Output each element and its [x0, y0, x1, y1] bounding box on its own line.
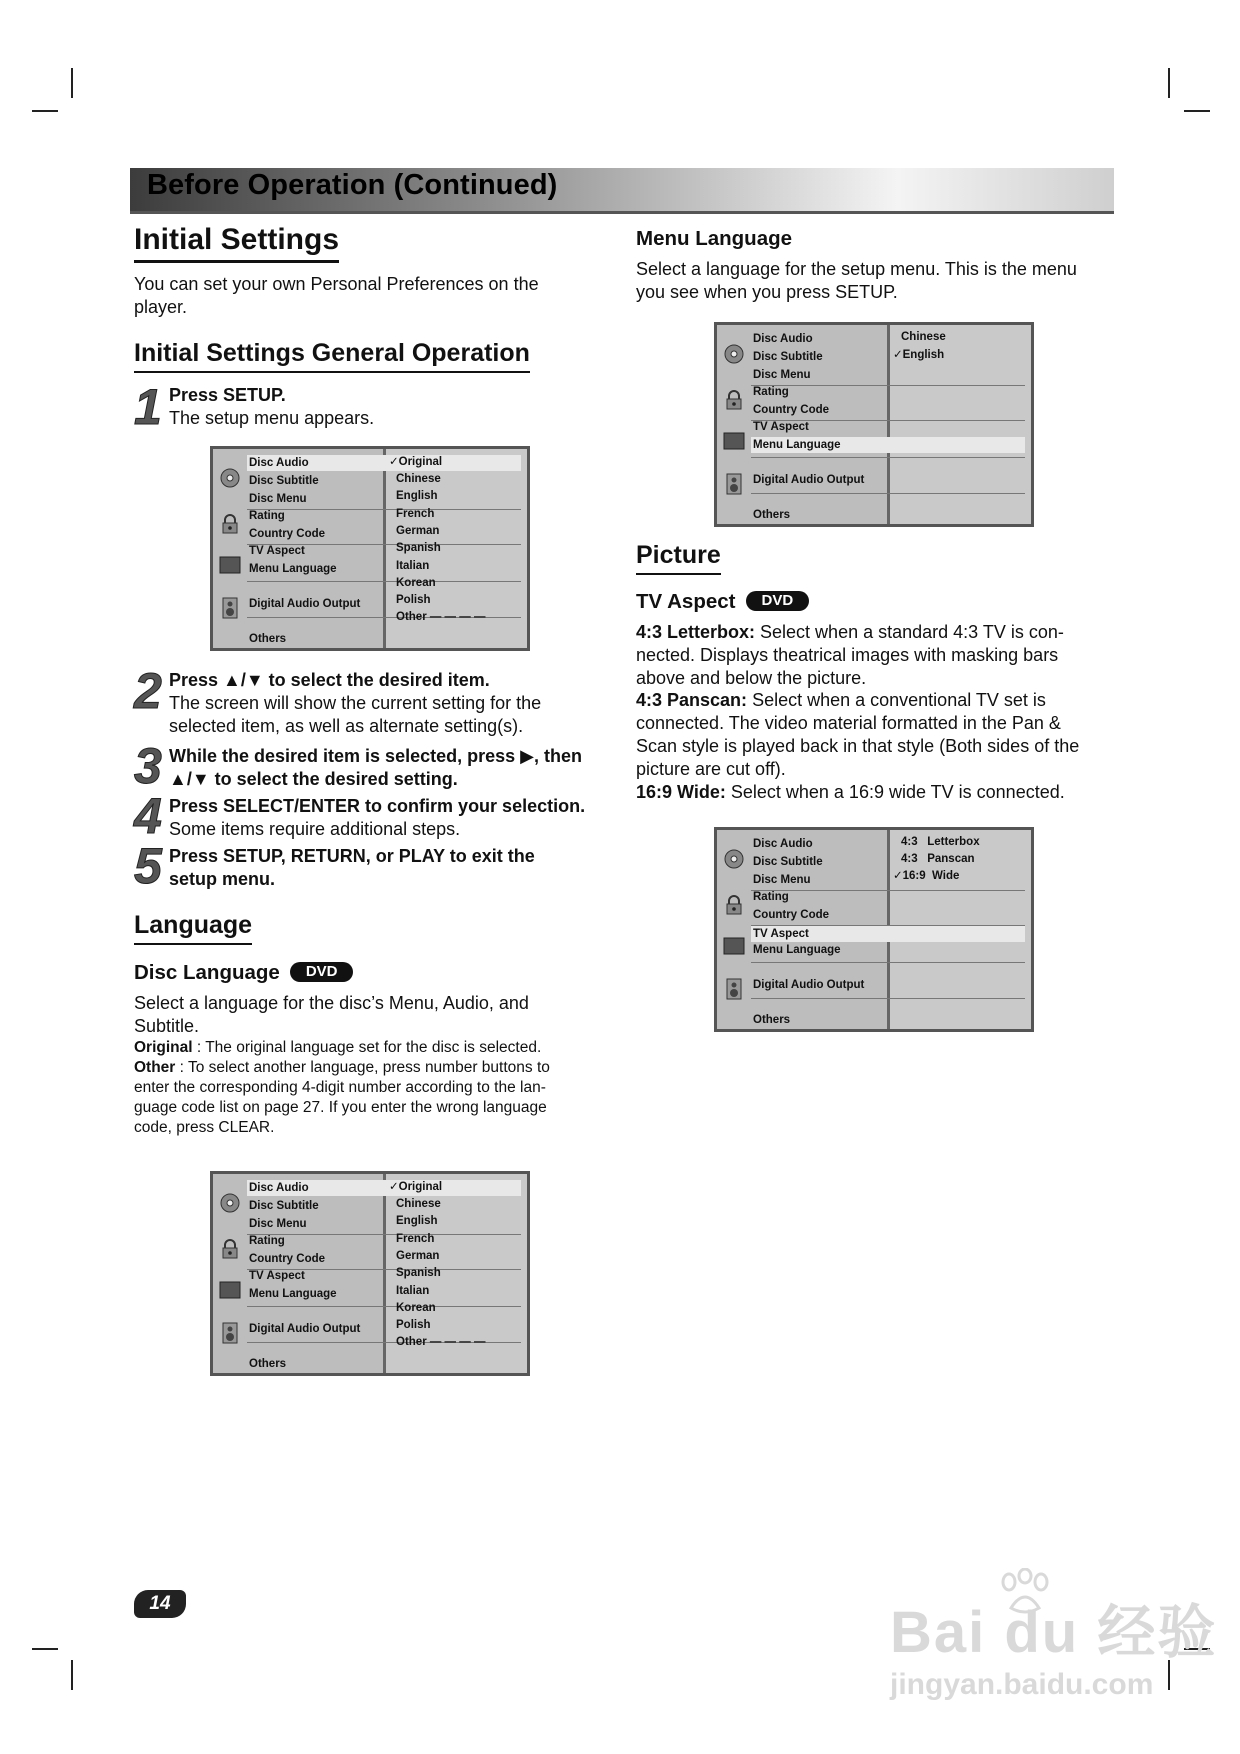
menu-language-desc-1: Select a language for the setup menu. This is the menu — [636, 259, 1077, 279]
menu-item-others: Others — [753, 509, 791, 521]
wide-line: 16:9 Wide: Select when a 16:9 wide TV is connected. — [636, 782, 1065, 802]
menu-item-menu-language: Menu Language — [249, 1288, 337, 1300]
option-value: Chinese — [396, 473, 441, 485]
step-number: 1 — [134, 379, 162, 435]
option-value: English — [396, 490, 438, 502]
option-value: French — [396, 1233, 435, 1245]
dvd-badge: DVD — [746, 591, 810, 611]
menu-item-menu-language: Menu Language — [753, 944, 841, 956]
crop-mark — [71, 68, 73, 98]
letterbox-line: above and below the picture. — [636, 668, 867, 688]
menu-item-tv-aspect: TV Aspect — [751, 926, 1025, 942]
menu-item-others: Others — [249, 1358, 287, 1370]
option-value: ✓Original — [389, 1181, 443, 1193]
step-1-text: The setup menu appears. — [169, 408, 375, 428]
original-note: Original : The original language set for the disc is selected. — [134, 1039, 542, 1056]
menu-item-menu-language: Menu Language — [751, 437, 1025, 453]
panscan-line: Scan style is played back in that style (Both sides of the — [636, 736, 1080, 756]
crop-mark — [71, 1660, 73, 1690]
section-title-initial-settings: Initial Settings — [134, 222, 339, 263]
panscan-line: 4:3 Panscan: Select when a conventional TV set is — [636, 690, 1046, 710]
step-5-title-2: setup menu. — [169, 869, 276, 889]
option-value: Polish — [396, 594, 431, 606]
menu-item-disc-menu: Disc Menu — [753, 369, 811, 381]
menu-language-desc-2: you see when you press SETUP. — [636, 282, 898, 302]
option-value: Korean — [396, 1302, 436, 1314]
other-note-line: guage code list on page 27. If you enter the wrong language — [134, 1099, 547, 1116]
option-value: Korean — [396, 577, 436, 589]
menu-item-rating: Rating — [753, 386, 789, 398]
intro-line-2: player. — [134, 297, 188, 317]
tv-icon — [723, 430, 745, 452]
menu-item-others: Others — [249, 633, 287, 645]
disc-language-heading: Disc Language DVD — [134, 961, 353, 985]
letterbox-line: nected. Displays theatrical images with masking bars — [636, 645, 1059, 665]
crop-mark — [1184, 110, 1210, 112]
step-2-title: Press ▲/▼ to select the desired item. — [169, 670, 490, 690]
intro-line-1: You can set your own Personal Preferences on the — [134, 274, 539, 294]
menu-item-disc-subtitle: Disc Subtitle — [249, 1200, 319, 1212]
option-value: Other — — — — — [396, 1336, 486, 1348]
menu-item-disc-subtitle: Disc Subtitle — [249, 475, 319, 487]
option-value: German — [396, 525, 440, 537]
menu-item-disc-subtitle: Disc Subtitle — [753, 856, 823, 868]
option-value: Chinese — [901, 331, 946, 343]
disc-language-desc-1: Select a language for the disc’s Menu, Audio, and — [134, 993, 529, 1013]
option-value: Spanish — [396, 1267, 441, 1279]
step-number: 2 — [134, 663, 162, 719]
tv-aspect-heading: TV Aspect DVD — [636, 590, 809, 614]
dvd-badge: DVD — [290, 962, 354, 982]
setup-menu-screen — [210, 446, 530, 651]
menu-item-rating: Rating — [249, 510, 285, 522]
letterbox-line: 4:3 Letterbox: Select when a standard 4:3 TV is con- — [636, 622, 1064, 642]
page-number: 14 — [134, 1590, 186, 1618]
section-title-general-operation: Initial Settings General Operation — [134, 338, 530, 373]
menu-item-rating: Rating — [249, 1235, 285, 1247]
menu-item-digital-audio-output: Digital Audio Output — [753, 474, 865, 486]
step-2-text-2: selected item, as well as alternate setting(s). — [169, 716, 524, 736]
step-2-text-1: The screen will show the current setting for the — [169, 693, 542, 713]
menu-item-digital-audio-output: Digital Audio Output — [249, 1323, 361, 1335]
menu-item-country-code: Country Code — [753, 404, 830, 416]
option-value: Spanish — [396, 542, 441, 554]
step-number: 5 — [134, 838, 162, 894]
disc-icon — [219, 1192, 241, 1214]
menu-item-tv-aspect: TV Aspect — [249, 545, 305, 557]
option-value: English — [396, 1215, 438, 1227]
disc-language-menu-screen — [210, 1171, 530, 1376]
disc-icon — [723, 343, 745, 365]
option-value: German — [396, 1250, 440, 1262]
menu-language-screen — [714, 322, 1034, 527]
lock-icon — [723, 389, 745, 411]
menu-item-disc-menu: Disc Menu — [249, 493, 307, 505]
menu-item-country-code: Country Code — [753, 909, 830, 921]
tv-icon — [219, 554, 241, 576]
tv-aspect-screen — [714, 827, 1034, 1032]
step-5-title-1: Press SETUP, RETURN, or PLAY to exit the — [169, 846, 535, 866]
disc-icon — [219, 467, 241, 489]
step-number: 3 — [134, 738, 162, 794]
option-value: ✓English — [893, 349, 945, 361]
other-note-line: enter the corresponding 4-digit number according to the lan- — [134, 1079, 546, 1096]
menu-item-country-code: Country Code — [249, 528, 326, 540]
panscan-line: picture are cut off). — [636, 759, 786, 779]
step-4-title: Press SELECT/ENTER to confirm your selection. — [169, 796, 586, 816]
menu-item-disc-subtitle: Disc Subtitle — [753, 351, 823, 363]
option-value: 4:3 Panscan — [901, 853, 975, 865]
menu-item-disc-audio: Disc Audio — [753, 333, 813, 345]
menu-item-disc-audio: Disc Audio — [247, 455, 521, 471]
crop-mark — [32, 1648, 58, 1650]
menu-item-menu-language: Menu Language — [249, 563, 337, 575]
option-value: Chinese — [396, 1198, 441, 1210]
step-3-title-1: While the desired item is selected, press ▶, then — [169, 746, 582, 766]
menu-language-heading: Menu Language — [636, 227, 793, 250]
speaker-icon — [219, 597, 241, 619]
tv-icon — [219, 1279, 241, 1301]
option-value: Polish — [396, 1319, 431, 1331]
menu-item-tv-aspect: TV Aspect — [753, 421, 809, 433]
crop-mark — [1168, 68, 1170, 98]
menu-item-tv-aspect: TV Aspect — [249, 1270, 305, 1282]
tv-icon — [723, 935, 745, 957]
menu-item-disc-menu: Disc Menu — [249, 1218, 307, 1230]
section-title-language: Language — [134, 910, 252, 945]
menu-item-digital-audio-output: Digital Audio Output — [753, 979, 865, 991]
option-value: French — [396, 508, 435, 520]
watermark-url: jingyan.baidu.com — [890, 1668, 1154, 1701]
menu-item-rating: Rating — [753, 891, 789, 903]
option-value: ✓16:9 Wide — [893, 870, 960, 882]
option-value: Italian — [396, 560, 430, 572]
page-title: Before Operation (Continued) — [147, 169, 558, 201]
lock-icon — [219, 1238, 241, 1260]
panscan-line: connected. The video material formatted in the Pan & — [636, 713, 1061, 733]
step-4-text: Some items require additional steps. — [169, 819, 461, 839]
menu-item-others: Others — [753, 1014, 791, 1026]
menu-item-disc-audio: Disc Audio — [753, 838, 813, 850]
section-title-picture: Picture — [636, 540, 721, 575]
lock-icon — [723, 894, 745, 916]
paw-icon — [995, 1568, 1055, 1618]
option-value: Italian — [396, 1285, 430, 1297]
speaker-icon — [723, 978, 745, 1000]
menu-item-digital-audio-output: Digital Audio Output — [249, 598, 361, 610]
watermark-brand: Bai du 经验 — [890, 1600, 1218, 1665]
other-note: Other : To select another language, press number buttons to — [134, 1059, 550, 1076]
step-1-title: Press SETUP. — [169, 385, 286, 405]
menu-item-disc-audio: Disc Audio — [247, 1180, 521, 1196]
option-value: ✓Original — [389, 456, 443, 468]
lock-icon — [219, 513, 241, 535]
other-note-line: code, press CLEAR. — [134, 1119, 275, 1136]
menu-item-country-code: Country Code — [249, 1253, 326, 1265]
step-3-title-2: ▲/▼ to select the desired setting. — [169, 769, 458, 789]
step-number: 4 — [134, 788, 162, 844]
option-value: 4:3 Letterbox — [901, 836, 980, 848]
speaker-icon — [723, 473, 745, 495]
option-value: Other — — — — — [396, 611, 486, 623]
menu-item-disc-menu: Disc Menu — [753, 874, 811, 886]
crop-mark — [32, 110, 58, 112]
disc-language-desc-2: Subtitle. — [134, 1016, 200, 1036]
disc-icon — [723, 848, 745, 870]
speaker-icon — [219, 1322, 241, 1344]
